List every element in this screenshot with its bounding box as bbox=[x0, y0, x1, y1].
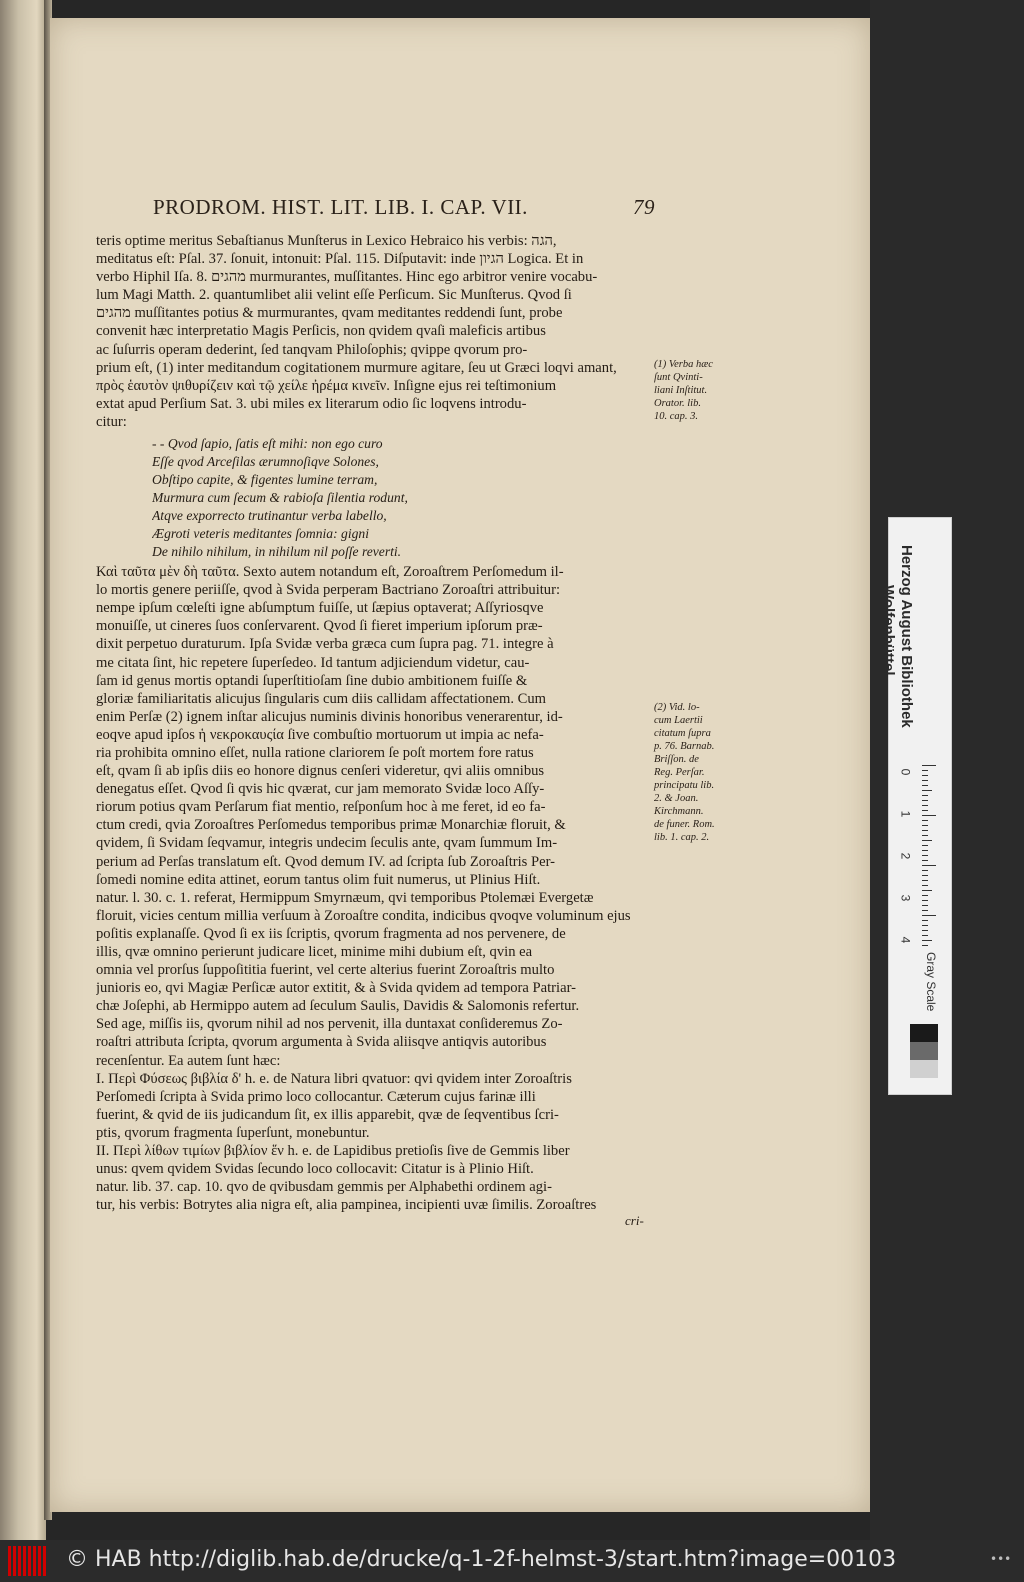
ruler-tick bbox=[922, 870, 928, 871]
text-line: poſitis explanaſſe. Qvod ſi ex iis ſcriptis, qvorum fragmenta ad nos pervenere, de bbox=[96, 925, 566, 942]
text-line: unus: qvem qvidem Svidas ſecundo loco collocavit: Citatur is à Plinio Hiſt. bbox=[96, 1161, 534, 1178]
text-line: Murmura cum ſecum & rabioſa ſilentia rodunt, bbox=[152, 490, 408, 506]
ruler-tick bbox=[922, 845, 928, 846]
ruler-tick bbox=[922, 835, 928, 836]
text-line: roaſtri attributa ſcripta, qvorum argumenta à Svida aliisqve antiqvis autoribus bbox=[96, 1034, 547, 1051]
note-line: liani Inſtitut. bbox=[654, 385, 708, 396]
text-line: ſomedi nomine edita attinet, eorum tantus olim fuit numerus, ut Plinius Hiſt. bbox=[96, 871, 541, 888]
logo-bar bbox=[18, 1546, 21, 1576]
ruler-tick bbox=[922, 830, 928, 831]
text-line: chæ Joſephi, ab Hermippo autem ad ſeculum Saulis, Davidis & Salomonis refertur. bbox=[96, 998, 580, 1015]
text-line: omnia vel prorſus ſuppoſititia fuerint, vel certe alterius fuerint Zoroaſtris multo bbox=[96, 962, 555, 979]
text-line: qvidem, ſi Svidam ſeqvamur, integris undecim ſeculis ante, qvam ſummum Im- bbox=[96, 835, 558, 852]
text-line: prium eſt, (1) inter meditandum cogitationem murmure agitare, ſeu ut Græci loqvi amant, bbox=[96, 359, 617, 376]
numbered-items bbox=[96, 1070, 656, 1215]
ruler-tick bbox=[922, 935, 928, 936]
text-line: tur, his verbis: Botrytes alia nigra eſt, alia pampinea, incipienti uvæ ſimilis. Zoroaſtres bbox=[96, 1197, 597, 1214]
text-line: Eſſe qvod Arceſilas ærumnoſiqve Solones, bbox=[152, 454, 379, 470]
more-icon[interactable]: ••• bbox=[990, 1552, 1012, 1566]
text-line: ac ſuſurris operam dederint, ſed tanqvam Philoſophis; qvippe qvorum pro- bbox=[96, 341, 528, 358]
text-line: verbo Hiphil Iſa. 8. מהגים murmurantes, muſſitantes. Hinc ego arbitror venire vocabu- bbox=[96, 269, 598, 286]
text-line: natur. l. 30. c. 1. referat, Hermippum Smyrnæum, qvi temporibus Ptolemæi Evergetæ bbox=[96, 889, 594, 906]
text-line: recenſentur. Ea autem ſunt hæc: bbox=[96, 1052, 281, 1069]
text-line: ctum credi, qvia Zoroaſtres Perſomedus temporibus primæ Monarchiæ floruit, & bbox=[96, 817, 566, 834]
note-line: (1) Verba hæc bbox=[654, 359, 713, 370]
text-line: מהגים muſſitantes potius & murmurantes, qvam meditantes reddendi ſunt, probe bbox=[96, 305, 563, 322]
text-line: Sed age, miſſis iis, qvorum nihil ad nos pervenit, illa duntaxat conſideremus Zo- bbox=[96, 1016, 563, 1033]
text-line: Καὶ ταῦτα μὲν δὴ ταῦτα. Sexto autem notandum eſt, Zoroaſtrem Perſomedum il- bbox=[96, 564, 564, 581]
text-line: - - Qvod ſapio, ſatis eſt mihi: non ego curo bbox=[152, 436, 383, 452]
ruler-number: 0 bbox=[898, 768, 913, 776]
note-line: principatu lib. bbox=[654, 780, 715, 791]
note-line: ſunt Qvinti- bbox=[654, 372, 703, 383]
ruler-number: 1 bbox=[898, 810, 913, 818]
gray-scale-label: Gray Scale bbox=[924, 952, 938, 1012]
library-name-line2: Wolfenbüttel bbox=[880, 585, 897, 676]
ruler-tick bbox=[922, 945, 928, 946]
ruler-tick bbox=[922, 920, 928, 921]
library-name-line1: Herzog August Bibliothek bbox=[898, 545, 915, 728]
ruler-number: 4 bbox=[898, 936, 913, 944]
ruler-tick bbox=[922, 860, 928, 861]
text-line: floruit, vicies centum millia verſuum à Zoroaſtre condita, indicibus qvoqve voluminum ejus bbox=[96, 907, 631, 924]
text-line: enim Perſæ (2) ignem inſtar alicujus numinis divinis honoribus venerarentur, id- bbox=[96, 708, 563, 725]
hab-logo-icon bbox=[8, 1546, 48, 1576]
text-line: convenit hæc interpretatio Magis Perſicis, non qvidem qvaſi maleficis artibus bbox=[96, 323, 546, 340]
ruler-tick bbox=[922, 795, 928, 796]
text-line: denegatus eſſet. Qvod ſi qvis hic qværat, cur jam memorato Svidæ loco Aſſy- bbox=[96, 781, 545, 798]
ruler-tick bbox=[922, 850, 928, 851]
text-line: me citata ſint, hic repetere ſuperſedeo. Id tantum adjiciendum videtur, cau- bbox=[96, 654, 530, 671]
ruler-tick bbox=[922, 880, 928, 881]
note-line: (2) Vid. lo- bbox=[654, 702, 700, 713]
ruler-tick bbox=[922, 865, 936, 866]
text-line: natur. lib. 37. cap. 10. qvo de qvibusdam gemmis per Alphabethi ordinem agi- bbox=[96, 1179, 552, 1196]
text-line: dixit perpetuo duraturum. Ipſa Svidæ verba græca cum ſupra pag. 71. integre à bbox=[96, 636, 554, 653]
note-line: Reg. Perſar. bbox=[654, 767, 705, 778]
ruler-tick bbox=[922, 775, 928, 776]
paragraph-1 bbox=[96, 232, 656, 431]
note-line: Briſſon. de bbox=[654, 754, 699, 765]
ruler-tick bbox=[922, 810, 928, 811]
paragraph-2 bbox=[96, 563, 656, 1070]
gray-swatch-mid bbox=[910, 1042, 938, 1060]
note-line: Orator. lib. bbox=[654, 398, 701, 409]
text-line: eoqve apud ipſos ἡ νεκροκαυςία ſive combuſtio mortuorum ut impia ac nefa- bbox=[96, 726, 544, 743]
text-line: extat apud Perſium Sat. 3. ubi miles ex literarum odio ſic loqvens introdu- bbox=[96, 395, 527, 412]
page-text bbox=[96, 232, 656, 1214]
text-line: fuerint, & qvid de iis judicandum ſit, ex illis apparebit, qvæ de ſeqventibus ſcri- bbox=[96, 1106, 559, 1123]
text-line: Atqve exporrecto trutinantur verba labello, bbox=[152, 508, 387, 524]
ruler-tick bbox=[922, 900, 928, 901]
text-line: πρὸς ἑαυτὸν ψιθυρίζειν καὶ τῷ χείλε ἠρέμα κινεῖν. Inſigne ejus rei teſtimonium bbox=[96, 377, 557, 394]
ruler-tick bbox=[922, 855, 928, 856]
text-line: citur: bbox=[96, 413, 127, 430]
text-line: De nihilo nihilum, in nihilum nil poſſe reverti. bbox=[152, 544, 402, 560]
library-name bbox=[879, 545, 915, 728]
ruler-tick bbox=[922, 840, 932, 841]
note-line: lib. 1. cap. 2. bbox=[654, 832, 710, 843]
ruler-tick bbox=[922, 785, 928, 786]
text-line: ptis, qvorum fragmenta ſuperſunt, monebuntur. bbox=[96, 1124, 370, 1141]
text-line: ria prohibita omnino eſſet, nulla ratione clariorem ſe poſt mortem fore ratus bbox=[96, 744, 534, 761]
ruler-tick bbox=[922, 765, 936, 766]
text-line: Obſtipo capite, & figentes lumine terram, bbox=[152, 472, 378, 488]
text-line: ſam id genus mortis optandi ſuperſtitioſam ſine dubio ambitionem fuiſſe & bbox=[96, 672, 528, 689]
ruler-tick bbox=[922, 770, 928, 771]
note-line: 10. cap. 3. bbox=[654, 411, 699, 422]
note-line: cum Laertii bbox=[654, 715, 703, 726]
ruler-number: 3 bbox=[898, 894, 913, 902]
text-line: riorum potius qvam Perſarum fiat mentio, reſponſum hoc à me feret, id eo fa- bbox=[96, 799, 546, 816]
verse-quotation bbox=[152, 435, 656, 561]
text-line: Ægroti veteris meditantes ſomnia: gigni bbox=[152, 526, 369, 542]
logo-bar bbox=[28, 1546, 31, 1576]
text-line: eſt, qvam ſi ab ipſis diis eo honore dignus cenſeri videretur, qvi aliis omnibus bbox=[96, 763, 545, 780]
text-line: gloriæ familiaritatis alicujus ſingularis cum diis callidam affectationem. Cum bbox=[96, 690, 547, 707]
facing-page-edge bbox=[0, 0, 46, 1540]
gray-swatch-light bbox=[910, 1060, 938, 1078]
logo-bar bbox=[23, 1546, 26, 1576]
ruler-tick bbox=[922, 885, 928, 886]
ruler-tick bbox=[922, 825, 928, 826]
ruler-tick bbox=[922, 875, 928, 876]
logo-bar bbox=[38, 1546, 41, 1576]
ruler-number: 2 bbox=[898, 852, 913, 860]
logo-bar bbox=[8, 1546, 11, 1576]
ruler-tick bbox=[922, 905, 928, 906]
note-line: citatum ſupra bbox=[654, 728, 711, 739]
ruler-tick bbox=[922, 895, 928, 896]
ruler-tick bbox=[922, 820, 928, 821]
note-line: 2. & Joan. bbox=[654, 793, 699, 804]
ruler-tick bbox=[922, 915, 936, 916]
logo-bar bbox=[13, 1546, 16, 1576]
gray-swatch-dark bbox=[910, 1024, 938, 1042]
footer-bar bbox=[0, 1540, 1024, 1582]
ruler-tick bbox=[922, 930, 928, 931]
logo-bar bbox=[43, 1546, 46, 1576]
running-head-title: PRODROM. HIST. LIT. LIB. I. CAP. VII. bbox=[153, 195, 528, 219]
text-line: lo mortis genere periiſſe, qvod à Svida perperam Bactriano Zoroaſtri attribuitur: bbox=[96, 582, 561, 599]
note-line: de funer. Rom. bbox=[654, 819, 715, 830]
text-line: nempe ipſum cœleſti igne abſumptum fuiſſe, ut ſæpius optaverat; Aſſyriosqve bbox=[96, 600, 544, 617]
text-line: monuiſſe, ut cineres ſuos conſervarent. Qvod ſi fieret imperium ipſorum præ- bbox=[96, 618, 543, 635]
ruler-tick bbox=[922, 780, 928, 781]
marginal-note-2 bbox=[654, 701, 734, 844]
note-line: p. 76. Barnab. bbox=[654, 741, 715, 752]
ruler-tick bbox=[922, 925, 928, 926]
ruler-tick bbox=[922, 790, 932, 791]
text-line: I. Περὶ Φύσεως βιβλία δ' h. e. de Natura libri qvatuor: qvi qvidem inter Zoroaſtris bbox=[96, 1070, 572, 1087]
ruler-tick bbox=[922, 910, 928, 911]
ruler-tick bbox=[922, 890, 932, 891]
text-line: teris optime meritus Sebaſtianus Munſterus in Lexico Hebraico his verbis: הגה, bbox=[96, 233, 557, 249]
page-number: 79 bbox=[633, 195, 655, 219]
text-line: illis, qvæ omnino perierunt judicare licet, minime mihi dubium eſt, qvin ea bbox=[96, 944, 533, 960]
text-line: Perſomedi ſcripta à Svida primo loco collocantur. Cæterum cujus farinæ illi bbox=[96, 1088, 536, 1105]
text-line: meditatus eſt: Pſal. 37. ſonuit, intonuit: Pſal. 115. Diſputavit: inde הגיון Logica. Et in bbox=[96, 251, 584, 268]
ruler-tick bbox=[922, 800, 928, 801]
ruler-tick bbox=[922, 940, 932, 941]
text-line: lum Magi Matth. 2. quantumlibet alii velint eſſe Perſicum. Sic Munſterus. Qvod ſi bbox=[96, 287, 572, 304]
ruler-tick bbox=[922, 815, 936, 816]
note-line: Kirchmann. bbox=[654, 806, 704, 817]
text-line: perium ad Perſas translatum eſt. Qvod demum IV. ad ſcripta ſub Zoroaſtris Per- bbox=[96, 853, 556, 870]
ruler-scale bbox=[898, 765, 944, 945]
ruler-tick bbox=[922, 805, 928, 806]
text-line: junioris eo, qvi Magiæ Perſicæ autor extitit, & à Svida qvidem ad tempora Patriar- bbox=[96, 980, 576, 997]
catchword: cri- bbox=[625, 1213, 644, 1228]
marginal-note-1 bbox=[654, 358, 734, 423]
logo-bar bbox=[33, 1546, 36, 1576]
text-line: II. Περὶ λίθων τιμίων βιβλίον ἕν h. e. de Lapidibus pretioſis ſive de Gemmis liber bbox=[96, 1143, 570, 1160]
footer-url[interactable]: © HAB http://diglib.hab.de/drucke/q-1-2f-helmst-3/start.htm?image=00103 bbox=[66, 1547, 897, 1572]
